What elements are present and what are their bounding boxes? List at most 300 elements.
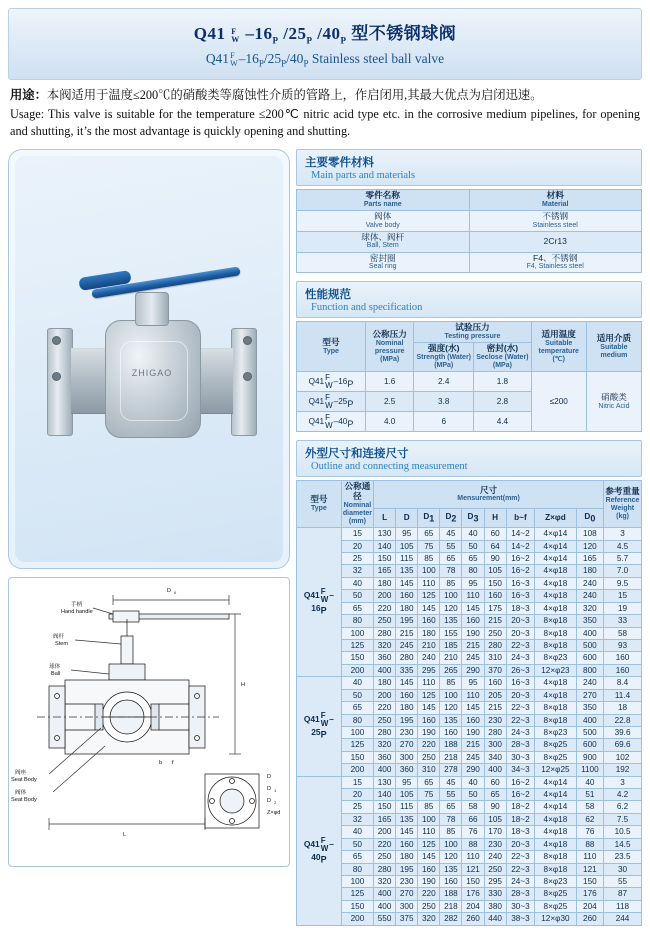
table-row — [297, 801, 642, 813]
table-row — [297, 813, 642, 825]
table-cell: 33 — [604, 615, 642, 627]
table-cell: 280 — [374, 627, 396, 639]
table-cell: 8×φ18 — [535, 627, 577, 639]
table-cell: 180 — [396, 602, 418, 614]
table-cell: 58 — [576, 801, 603, 813]
table-cell: 360 — [374, 652, 396, 664]
table-cell: 125 — [418, 689, 440, 701]
table-cell: 230 — [484, 714, 506, 726]
table-cell: 45 — [440, 528, 462, 540]
table-cell: 130 — [374, 528, 396, 540]
perf-col-medium: 适用介质 Suitable medium — [586, 322, 641, 372]
table-cell: 500 — [576, 726, 603, 738]
table-cell: 12×φ30 — [535, 913, 577, 925]
table-cell: 16~2 — [506, 565, 534, 577]
table-row — [297, 677, 642, 689]
title-en-tail: Stainless steel ball valve — [311, 50, 445, 66]
table-cell: 4×φ14 — [535, 553, 577, 565]
table-cell: 600 — [576, 652, 603, 664]
table-cell: 150 — [374, 553, 396, 565]
drawing-label-ball-en: Ball — [51, 670, 61, 677]
table-cell: 220 — [374, 702, 396, 714]
table-cell: 88 — [462, 838, 484, 850]
table-cell: 12×φ23 — [535, 664, 577, 676]
table-cell: 185 — [440, 640, 462, 652]
table-cell: 150 — [341, 652, 373, 664]
table-cell: 23.5 — [604, 851, 642, 863]
table-cell: 145 — [418, 851, 440, 863]
table-cell: 550 — [374, 913, 396, 925]
section-header-performance — [296, 281, 642, 318]
table-cell: 30~3 — [506, 900, 534, 912]
table-row: Q41 F W –16P 1.6 2.4 1.8 ≤200 硝酸类 Nitric Acid — [297, 372, 642, 392]
table-cell: 25 — [341, 801, 373, 813]
section-performance-cn: 性能规范 — [305, 289, 351, 302]
usage-paragraph-en — [10, 106, 640, 141]
performance-table — [296, 321, 642, 432]
table-cell: 270 — [396, 739, 418, 751]
table-cell: 600 — [576, 739, 603, 751]
table-cell: 8×φ18 — [535, 640, 577, 652]
drawing-label-seat-cn: 阀座 — [15, 769, 27, 776]
table-cell: 125 — [418, 590, 440, 602]
table-row — [297, 863, 642, 875]
table-cell: 260 — [462, 913, 484, 925]
table-cell: 280 — [374, 726, 396, 738]
table-cell: 64 — [484, 540, 506, 552]
drawing-label-ball-cn: 球体 — [49, 663, 61, 670]
table-cell: 110 — [418, 677, 440, 689]
table-cell: 115 — [396, 801, 418, 813]
table-cell: 100 — [418, 813, 440, 825]
table-cell: 18~3 — [506, 826, 534, 838]
table-row — [297, 913, 642, 925]
table-cell: 85 — [440, 577, 462, 589]
table-cell: 24~3 — [506, 726, 534, 738]
table-cell: 40 — [341, 677, 373, 689]
table-cell: 160 — [604, 664, 642, 676]
table-row — [297, 615, 642, 627]
page-body — [8, 149, 642, 926]
table-cell: 300 — [484, 739, 506, 751]
usage-label-en: Usage: — [10, 106, 45, 121]
table-cell: 78 — [440, 813, 462, 825]
perf-type-cell: Q41 F W –16P — [297, 372, 366, 392]
title-en-model: Q41 — [205, 50, 230, 66]
table-cell: 75 — [418, 789, 440, 801]
table-cell: 50 — [341, 838, 373, 850]
table-cell: 55 — [440, 789, 462, 801]
table-cell: 800 — [576, 664, 603, 676]
table-cell: 7.5 — [604, 813, 642, 825]
table-cell: 28~3 — [506, 739, 534, 751]
table-cell: 87 — [604, 888, 642, 900]
table-cell: 45 — [440, 776, 462, 788]
outline-table-wrap — [296, 480, 642, 925]
table-cell: 4×φ18 — [535, 826, 577, 838]
table-row — [297, 577, 642, 589]
table-cell: 100 — [440, 838, 462, 850]
table-cell: 320 — [418, 913, 440, 925]
table-cell: 51 — [576, 789, 603, 801]
table-cell: 190 — [418, 876, 440, 888]
table-cell: 145 — [462, 702, 484, 714]
table-cell: 200 — [341, 664, 373, 676]
perf-col-type: 型号 Type — [297, 322, 366, 372]
table-cell: 50 — [462, 789, 484, 801]
title-model-base: Q41 — [193, 24, 226, 44]
table-cell: 125 — [418, 838, 440, 850]
table-row — [297, 900, 642, 912]
table-cell: 160 — [462, 615, 484, 627]
table-cell: 170 — [484, 826, 506, 838]
table-cell: 140 — [374, 540, 396, 552]
table-cell: 135 — [440, 714, 462, 726]
table-cell: 20~3 — [506, 689, 534, 701]
table-header-row — [297, 322, 642, 343]
table-cell: 180 — [418, 627, 440, 639]
table-cell: 160 — [462, 714, 484, 726]
table-cell: 310 — [484, 652, 506, 664]
table-cell: 10.5 — [604, 826, 642, 838]
table-cell: 145 — [396, 577, 418, 589]
perf-col-nominal: 公称压力 Nominal pressure (MPa) — [366, 322, 414, 372]
table-cell: 110 — [462, 689, 484, 701]
table-row — [297, 714, 642, 726]
table-cell: 75 — [418, 540, 440, 552]
table-cell: 100 — [341, 627, 373, 639]
table-cell: 380 — [484, 900, 506, 912]
page-header — [8, 8, 642, 80]
table-cell: 295 — [484, 876, 506, 888]
drawing-dim-D1: D — [267, 785, 272, 792]
table-cell: 20~3 — [506, 615, 534, 627]
table-row — [297, 851, 642, 863]
table-cell: 130 — [374, 776, 396, 788]
table-cell: 4.5 — [604, 540, 642, 552]
table-cell: 58 — [462, 801, 484, 813]
table-cell: 244 — [604, 913, 642, 925]
valve-stem-icon — [135, 292, 169, 326]
table-cell: 145 — [396, 677, 418, 689]
table-row — [297, 888, 642, 900]
table-cell: 200 — [341, 764, 373, 776]
table-cell: 110 — [418, 577, 440, 589]
flange-left-icon — [47, 328, 73, 436]
table-cell: 105 — [396, 789, 418, 801]
table-cell: 93 — [604, 640, 642, 652]
table-cell: 4×φ18 — [535, 565, 577, 577]
outline-dim-col-H: H — [484, 508, 506, 528]
outline-dim-col-bf: b~f — [506, 508, 534, 528]
table-cell: 160 — [604, 652, 642, 664]
table-cell: 160 — [418, 714, 440, 726]
page-title-en: Q41 F W $-16_P/25_P/40_P$ Stainless steel ball valve — [205, 50, 445, 69]
table-cell: 250 — [484, 863, 506, 875]
outline-dim-col-Zd: Z×φd — [535, 508, 577, 528]
table-cell: 8×φ18 — [535, 863, 577, 875]
table-cell: 176 — [576, 888, 603, 900]
table-cell: 65 — [418, 528, 440, 540]
table-cell: 335 — [396, 664, 418, 676]
table-cell: 340 — [484, 751, 506, 763]
table-cell: 160 — [418, 615, 440, 627]
table-cell: 150 — [341, 900, 373, 912]
table-cell: 195 — [396, 615, 418, 627]
table-cell: 16~3 — [506, 677, 534, 689]
table-cell: 1100 — [576, 764, 603, 776]
table-row — [297, 702, 642, 714]
section-header-materials — [296, 149, 642, 186]
table-row — [297, 540, 642, 552]
table-cell: 145 — [462, 602, 484, 614]
perf-col-testing: 试验压力 Testing pressure — [414, 322, 531, 343]
table-row — [297, 640, 642, 652]
table-cell: 15 — [341, 528, 373, 540]
table-cell: 270 — [576, 689, 603, 701]
table-cell: 80 — [341, 863, 373, 875]
table-cell: 204 — [462, 900, 484, 912]
table-cell: 76 — [462, 826, 484, 838]
table-cell: 280 — [484, 640, 506, 652]
outline-group-label: Q41 F W –25P — [297, 677, 342, 776]
table-cell: 28~3 — [506, 888, 534, 900]
table-cell: 30~3 — [506, 751, 534, 763]
table-cell: 4×φ14 — [535, 801, 577, 813]
table-cell: 215 — [396, 627, 418, 639]
table-cell: 188 — [440, 739, 462, 751]
table-cell: 4.2 — [604, 789, 642, 801]
table-cell: 8.4 — [604, 677, 642, 689]
table-cell: 120 — [440, 702, 462, 714]
table-cell: 14.5 — [604, 838, 642, 850]
table-cell: 190 — [462, 726, 484, 738]
table-cell: 110 — [462, 590, 484, 602]
drawing-dim-D: D — [267, 773, 272, 780]
table-cell: 160 — [484, 590, 506, 602]
title-fw-stack: F W — [231, 26, 240, 44]
table-cell: 65 — [341, 851, 373, 863]
table-cell: 290 — [462, 764, 484, 776]
valve-illustration: ZHIGAO — [43, 276, 261, 466]
table-cell: 155 — [440, 627, 462, 639]
table-cell: 85 — [440, 677, 462, 689]
table-cell: 160 — [440, 876, 462, 888]
table-cell: 110 — [418, 826, 440, 838]
table-cell: 215 — [484, 702, 506, 714]
table-cell: 160 — [396, 838, 418, 850]
drawing-label-handle-cn: 手柄 — [71, 601, 83, 608]
table-cell: 320 — [374, 876, 396, 888]
table-cell: 102 — [604, 751, 642, 763]
table-cell: 78 — [440, 565, 462, 577]
table-cell: 210 — [418, 640, 440, 652]
table-cell: 32 — [341, 813, 373, 825]
drawing-label-stem-cn: 阀杆 — [53, 633, 65, 640]
page-title-cn — [194, 19, 456, 45]
table-row — [297, 826, 642, 838]
table-cell: 4×φ14 — [535, 540, 577, 552]
table-cell: 65 — [484, 789, 506, 801]
table-cell: 120 — [440, 602, 462, 614]
table-row — [297, 739, 642, 751]
table-cell: 215 — [484, 615, 506, 627]
table-cell: 240 — [576, 577, 603, 589]
drawing-dim-D0: D — [167, 587, 172, 594]
table-cell: 6.2 — [604, 801, 642, 813]
table-row — [297, 565, 642, 577]
table-cell: 150 — [576, 876, 603, 888]
table-cell: 24~3 — [506, 652, 534, 664]
outline-dim-col-D: D — [396, 508, 418, 528]
table-cell: 400 — [576, 627, 603, 639]
table-cell: 100 — [341, 876, 373, 888]
outline-col-weight: 参考重量 Reference Weight (kg) — [604, 481, 642, 528]
table-cell: 160 — [440, 726, 462, 738]
table-cell: 175 — [484, 602, 506, 614]
table-cell: 66 — [462, 813, 484, 825]
table-cell: 150 — [462, 876, 484, 888]
table-cell: 280 — [396, 652, 418, 664]
table-cell: 300 — [396, 900, 418, 912]
outline-dim-col-D3: D3 — [462, 508, 484, 528]
table-cell: 121 — [576, 863, 603, 875]
table-cell: 9.5 — [604, 577, 642, 589]
table-cell: 400 — [374, 900, 396, 912]
technical-drawing — [8, 577, 290, 867]
table-cell: 50 — [462, 540, 484, 552]
table-cell: 200 — [374, 826, 396, 838]
table-cell: 60 — [484, 776, 506, 788]
table-cell: 4×φ18 — [535, 838, 577, 850]
table-cell: 195 — [396, 863, 418, 875]
outline-col-dims: 尺寸 Mensurement(mm) — [374, 481, 604, 508]
table-cell: 8×φ23 — [535, 726, 577, 738]
table-row — [297, 776, 642, 788]
table-cell: 900 — [576, 751, 603, 763]
table-row — [297, 528, 642, 540]
usage-paragraph-cn — [10, 87, 640, 105]
table-cell: 121 — [462, 863, 484, 875]
table-row — [297, 789, 642, 801]
table-cell: 100 — [418, 565, 440, 577]
table-cell: 145 — [418, 702, 440, 714]
table-cell: 16~3 — [506, 577, 534, 589]
table-cell: 240 — [484, 851, 506, 863]
table-row — [297, 627, 642, 639]
table-cell: 18 — [604, 702, 642, 714]
table-header-row — [297, 189, 642, 210]
table-cell: 65 — [440, 801, 462, 813]
table-cell: 20~3 — [506, 627, 534, 639]
table-cell: 15 — [604, 590, 642, 602]
table-cell: 400 — [374, 664, 396, 676]
table-cell: 278 — [440, 764, 462, 776]
product-photo — [8, 149, 290, 569]
table-row — [297, 664, 642, 676]
table-cell: 50 — [341, 590, 373, 602]
table-cell: 125 — [341, 640, 373, 652]
table-cell: 20 — [341, 789, 373, 801]
outline-group-label: Q41 F W –16P — [297, 528, 342, 677]
table-cell: 90 — [484, 553, 506, 565]
table-row: 密封圈 Seal ring F4、不锈钢 F4, Stainless steel — [297, 252, 642, 273]
table-cell: 160 — [418, 863, 440, 875]
drawing-label-stem-en: Stem — [55, 640, 69, 647]
table-cell: 176 — [462, 888, 484, 900]
table-cell: 240 — [418, 652, 440, 664]
table-cell: 135 — [396, 565, 418, 577]
perf-type-cell: Q41 F W –25P — [297, 392, 366, 412]
table-cell: 26~3 — [506, 664, 534, 676]
table-cell: 38~3 — [506, 913, 534, 925]
right-column — [296, 149, 642, 926]
table-cell: 360 — [396, 764, 418, 776]
table-cell: 200 — [374, 590, 396, 602]
usage-text-en: This valve is suitable for the temperature ≤200℃ nitric acid type etc. in the corrosive medium pipelines, for opening and shutting, it’s the most advantage is quickly opening and shutting. — [10, 106, 641, 139]
title-rating-1: $-16_P$ — [245, 24, 279, 46]
table-cell: 320 — [374, 640, 396, 652]
table-cell: 5.7 — [604, 553, 642, 565]
valve-body-icon — [105, 320, 201, 438]
table-cell: 115 — [396, 553, 418, 565]
title-tail-cn: 型不锈钢球阀 — [351, 24, 457, 44]
table-cell: 282 — [440, 913, 462, 925]
table-cell: 188 — [440, 888, 462, 900]
table-cell: 165 — [374, 565, 396, 577]
title-rating-3: $/40_P$ — [317, 24, 347, 46]
table-cell: 3 — [604, 776, 642, 788]
table-row — [297, 838, 642, 850]
table-cell: 280 — [484, 726, 506, 738]
section-header-outline — [296, 440, 642, 477]
table-cell: 500 — [576, 640, 603, 652]
table-cell: 8×φ18 — [535, 615, 577, 627]
table-row — [297, 876, 642, 888]
perf-col-temp: 适用温度 Suitable temperature (℃) — [531, 322, 586, 372]
table-cell: 100 — [341, 726, 373, 738]
table-cell: 240 — [576, 590, 603, 602]
table-cell: 145 — [396, 826, 418, 838]
section-performance-en: Function and specification — [311, 302, 423, 314]
table-cell: 40 — [462, 528, 484, 540]
table-cell: 180 — [396, 851, 418, 863]
table-cell: 22~3 — [506, 863, 534, 875]
table-cell: 218 — [440, 751, 462, 763]
table-cell: 16~2 — [506, 553, 534, 565]
table-row: Q41 F W –25P 2.5 3.8 2.8 — [297, 392, 642, 412]
table-cell: 150 — [341, 751, 373, 763]
table-cell: 24~3 — [506, 876, 534, 888]
drawing-dim-H: H — [241, 681, 246, 688]
left-column — [8, 149, 290, 926]
table-cell: 20 — [341, 540, 373, 552]
usage-label-cn: 用途： — [10, 88, 47, 102]
table-cell: 18~2 — [506, 813, 534, 825]
table-cell: 205 — [484, 689, 506, 701]
table-cell: 220 — [374, 838, 396, 850]
drawing-label-seatbody-cn: 阀体 — [15, 789, 27, 796]
table-cell: 39.6 — [604, 726, 642, 738]
table-row — [297, 764, 642, 776]
table-cell: 120 — [440, 851, 462, 863]
table-cell: 220 — [418, 739, 440, 751]
table-cell: 300 — [396, 751, 418, 763]
table-cell: 4×φ18 — [535, 602, 577, 614]
table-cell: 8×φ18 — [535, 714, 577, 726]
table-cell: 295 — [418, 664, 440, 676]
table-cell: 8×φ25 — [535, 751, 577, 763]
